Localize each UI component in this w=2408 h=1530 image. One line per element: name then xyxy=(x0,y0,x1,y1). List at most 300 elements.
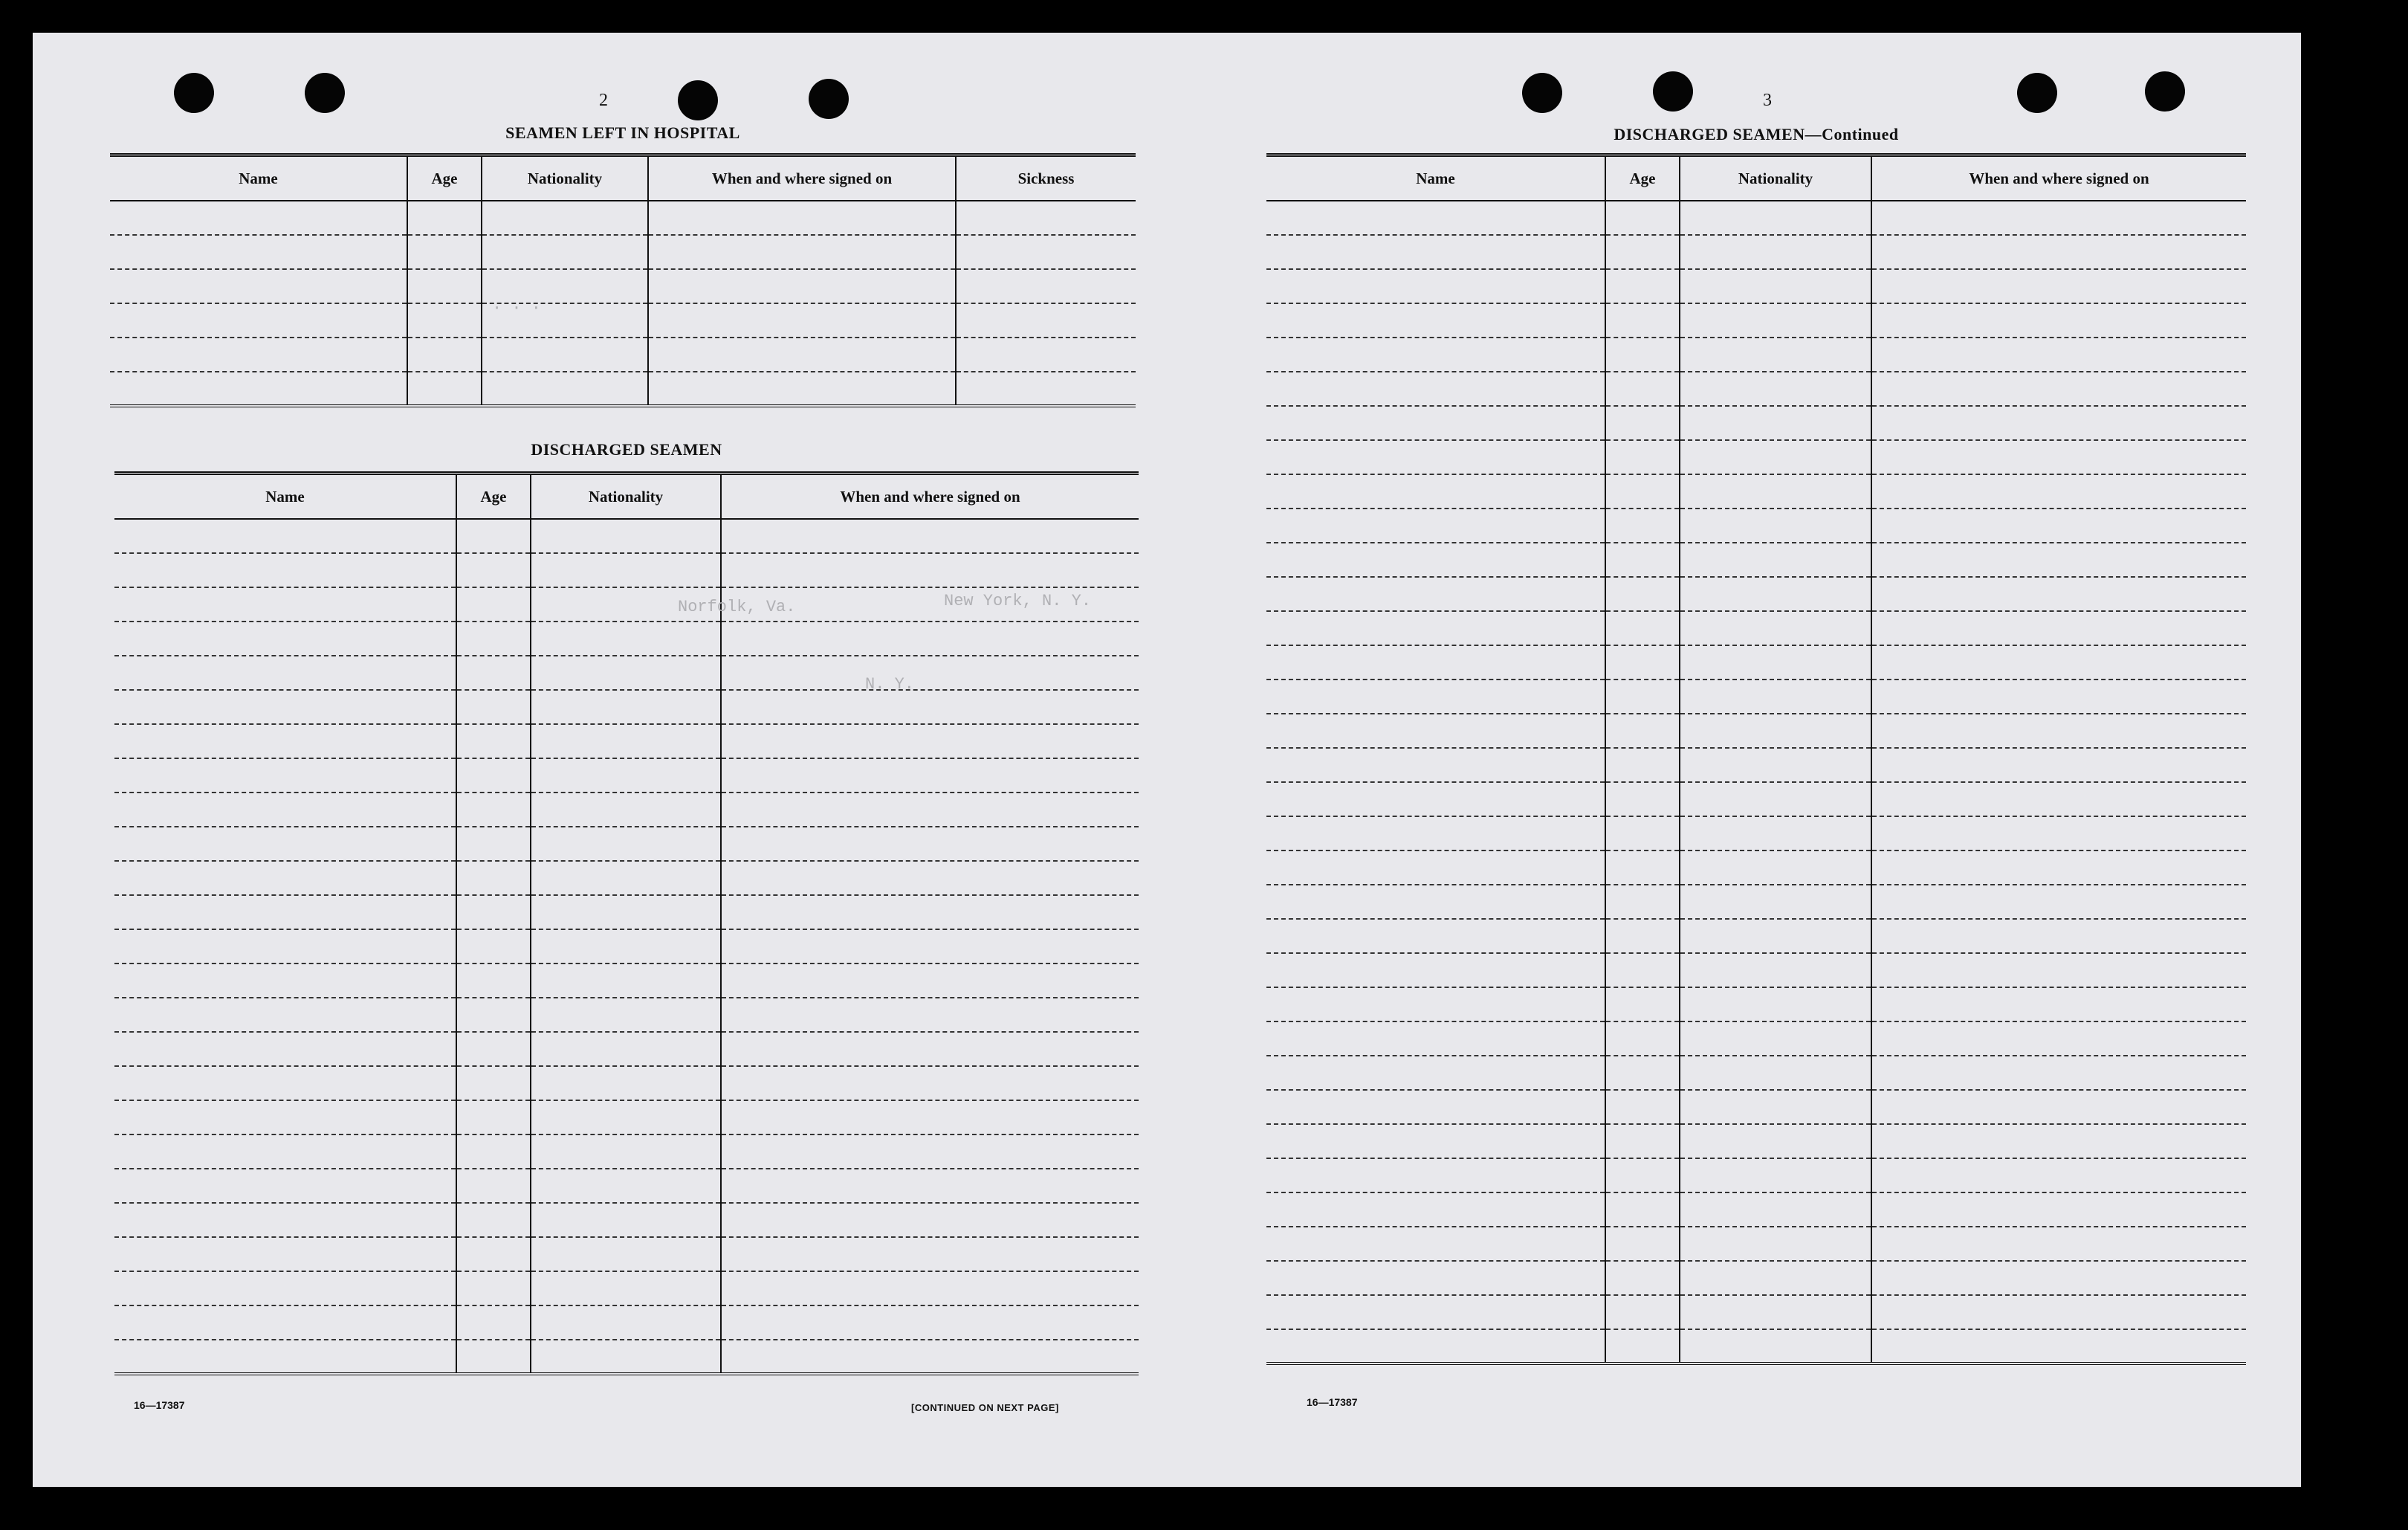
blank-cell xyxy=(1680,611,1871,645)
discharged-section-title: DISCHARGED SEAMEN xyxy=(531,440,722,459)
blank-cell xyxy=(1871,303,2246,338)
blank-cell xyxy=(407,338,482,372)
blank-cell xyxy=(1871,440,2246,474)
table-header-row xyxy=(1266,155,2246,201)
column-header: Name xyxy=(110,155,407,201)
blank-cell xyxy=(114,1032,456,1066)
blank-cell xyxy=(407,201,482,235)
table-row xyxy=(1266,1158,2246,1192)
table-row xyxy=(1266,235,2246,269)
blank-cell xyxy=(721,1203,1139,1237)
blank-cell xyxy=(114,1134,456,1169)
blank-cell xyxy=(956,235,1136,269)
blank-cell xyxy=(721,1066,1139,1100)
blank-cell xyxy=(114,1203,456,1237)
blank-cell xyxy=(721,1237,1139,1271)
table-row xyxy=(114,963,1139,998)
column-header: When and where signed on xyxy=(721,474,1139,520)
blank-cell xyxy=(531,1271,721,1305)
blank-cell xyxy=(1266,1329,1605,1363)
table-row xyxy=(110,269,1136,303)
blank-cell xyxy=(1680,474,1871,509)
blank-cell xyxy=(531,519,721,553)
blank-cell xyxy=(1605,1158,1680,1192)
table-row xyxy=(1266,1295,2246,1329)
blank-cell xyxy=(721,1100,1139,1134)
blank-cell xyxy=(1680,1192,1871,1227)
blank-cell xyxy=(1605,474,1680,509)
blank-cell xyxy=(1605,1329,1680,1363)
blank-cell xyxy=(114,622,456,656)
blank-cell xyxy=(1605,1056,1680,1090)
discharged-continued-title-main: DISCHARGED SEAMEN xyxy=(1614,125,1805,143)
blank-cell xyxy=(1871,474,2246,509)
blank-cell xyxy=(721,793,1139,827)
blank-cell xyxy=(456,1237,531,1271)
table-row xyxy=(114,861,1139,895)
blank-cell xyxy=(721,519,1139,553)
table-row xyxy=(1266,714,2246,748)
table-row xyxy=(114,1134,1139,1169)
table-row xyxy=(114,1271,1139,1305)
blank-cell xyxy=(456,1305,531,1340)
blank-cell xyxy=(114,1340,456,1374)
blank-cell xyxy=(1266,338,1605,372)
blank-cell xyxy=(1266,611,1605,645)
blank-cell xyxy=(1871,201,2246,235)
blank-cell xyxy=(1605,406,1680,440)
punch-hole xyxy=(1653,71,1693,112)
blank-cell xyxy=(1605,816,1680,850)
blank-cell xyxy=(114,895,456,929)
blank-cell xyxy=(1605,235,1680,269)
blank-cell xyxy=(1605,714,1680,748)
blank-cell xyxy=(1871,1227,2246,1261)
blank-cell xyxy=(114,519,456,553)
blank-cell xyxy=(721,1271,1139,1305)
blank-cell xyxy=(1871,680,2246,714)
blank-cell xyxy=(114,1305,456,1340)
table-row xyxy=(1266,816,2246,850)
blank-cell xyxy=(114,929,456,963)
blank-cell xyxy=(110,201,407,235)
blank-cell xyxy=(531,1100,721,1134)
blank-cell xyxy=(1871,850,2246,885)
blank-cell xyxy=(1605,1124,1680,1158)
blank-cell xyxy=(531,724,721,758)
blank-cell xyxy=(456,1271,531,1305)
blank-cell xyxy=(114,827,456,861)
blank-cell xyxy=(721,998,1139,1032)
blank-cell xyxy=(1605,748,1680,782)
table-row xyxy=(114,998,1139,1032)
blank-cell xyxy=(456,553,531,587)
blank-cell xyxy=(114,1169,456,1203)
blank-cell xyxy=(1605,1090,1680,1124)
blank-cell xyxy=(1871,577,2246,611)
blank-cell xyxy=(456,758,531,793)
table-row xyxy=(110,303,1136,338)
blank-cell xyxy=(531,1340,721,1374)
column-header: Name xyxy=(1266,155,1605,201)
blank-cell xyxy=(721,861,1139,895)
table-row xyxy=(1266,269,2246,303)
blank-cell xyxy=(956,372,1136,406)
blank-cell xyxy=(114,553,456,587)
table-row xyxy=(1266,919,2246,953)
blank-cell xyxy=(456,861,531,895)
table-row xyxy=(1266,782,2246,816)
blank-cell xyxy=(1680,201,1871,235)
blank-cell xyxy=(531,861,721,895)
blank-cell xyxy=(721,622,1139,656)
punch-hole xyxy=(174,73,214,113)
blank-cell xyxy=(1605,338,1680,372)
blank-cell xyxy=(721,827,1139,861)
blank-cell xyxy=(456,1032,531,1066)
blank-cell xyxy=(1680,714,1871,748)
blank-cell xyxy=(1266,987,1605,1021)
table-row xyxy=(114,690,1139,724)
blank-cell xyxy=(456,656,531,690)
blank-cell xyxy=(1266,577,1605,611)
blank-cell xyxy=(531,1169,721,1203)
blank-cell xyxy=(1871,1295,2246,1329)
blank-cell xyxy=(1605,885,1680,919)
blank-cell xyxy=(456,1340,531,1374)
table-row xyxy=(114,758,1139,793)
column-header: Age xyxy=(456,474,531,520)
table-row xyxy=(114,1066,1139,1100)
table-row xyxy=(1266,1090,2246,1124)
blank-cell xyxy=(1871,1124,2246,1158)
blank-cell xyxy=(1266,782,1605,816)
blank-cell xyxy=(1266,1056,1605,1090)
blank-cell xyxy=(1680,235,1871,269)
blank-cell xyxy=(456,827,531,861)
blank-cell xyxy=(1871,816,2246,850)
blank-cell xyxy=(1266,269,1605,303)
blank-cell xyxy=(1605,303,1680,338)
punch-hole xyxy=(1522,73,1562,113)
blank-cell xyxy=(1871,1158,2246,1192)
blank-cell xyxy=(1266,1090,1605,1124)
blank-cell xyxy=(1605,953,1680,987)
blank-cell xyxy=(114,793,456,827)
blank-cell xyxy=(407,372,482,406)
blank-cell xyxy=(114,998,456,1032)
continued-suffix: —Continued xyxy=(1805,125,1899,143)
blank-cell xyxy=(531,1237,721,1271)
blank-cell xyxy=(1680,1021,1871,1056)
column-header: Age xyxy=(1605,155,1680,201)
blank-cell xyxy=(456,587,531,622)
punch-hole xyxy=(2145,71,2185,112)
blank-cell xyxy=(1605,577,1680,611)
blank-cell xyxy=(1680,577,1871,611)
blank-cell xyxy=(1266,303,1605,338)
blank-cell xyxy=(1871,953,2246,987)
blank-cell xyxy=(114,1237,456,1271)
blank-cell xyxy=(1680,645,1871,680)
blank-cell xyxy=(531,1305,721,1340)
blank-cell xyxy=(456,895,531,929)
blank-cell xyxy=(1266,953,1605,987)
blank-cell xyxy=(1871,885,2246,919)
blank-cell xyxy=(1680,269,1871,303)
page-number: 3 xyxy=(1763,91,1772,110)
blank-cell xyxy=(456,1100,531,1134)
column-header: Nationality xyxy=(1680,155,1871,201)
blank-cell xyxy=(1680,440,1871,474)
table-row xyxy=(1266,953,2246,987)
blank-cell xyxy=(1680,1090,1871,1124)
blank-cell xyxy=(1680,1124,1871,1158)
blank-cell xyxy=(531,895,721,929)
blank-cell xyxy=(1680,850,1871,885)
blank-cell xyxy=(1680,509,1871,543)
table-row xyxy=(1266,1021,2246,1056)
blank-cell xyxy=(482,235,648,269)
table-row xyxy=(1266,1056,2246,1090)
blank-cell xyxy=(956,338,1136,372)
blank-cell xyxy=(1605,1261,1680,1295)
blank-cell xyxy=(1266,406,1605,440)
blank-cell xyxy=(456,998,531,1032)
table-row xyxy=(1266,372,2246,406)
table-row xyxy=(1266,987,2246,1021)
hospital-table xyxy=(110,153,1136,407)
blank-cell xyxy=(482,201,648,235)
blank-cell xyxy=(456,519,531,553)
table-row xyxy=(1266,748,2246,782)
column-header: When and where signed on xyxy=(648,155,956,201)
blank-cell xyxy=(531,1203,721,1237)
column-header: Nationality xyxy=(482,155,648,201)
blank-cell xyxy=(1680,816,1871,850)
table-row xyxy=(1266,201,2246,235)
blank-cell xyxy=(1680,987,1871,1021)
continued-note: [CONTINUED ON NEXT PAGE] xyxy=(911,1402,1059,1413)
bleed-through-text: · · · xyxy=(492,299,542,317)
blank-cell xyxy=(1871,782,2246,816)
column-header: Name xyxy=(114,474,456,520)
punch-hole xyxy=(678,80,718,120)
blank-cell xyxy=(531,998,721,1032)
table-row xyxy=(110,201,1136,235)
blank-cell xyxy=(1266,680,1605,714)
table-row xyxy=(114,793,1139,827)
blank-cell xyxy=(1605,201,1680,235)
blank-cell xyxy=(956,201,1136,235)
blank-cell xyxy=(1871,235,2246,269)
blank-cell xyxy=(531,1134,721,1169)
blank-cell xyxy=(721,1305,1139,1340)
blank-cell xyxy=(456,690,531,724)
blank-cell xyxy=(648,338,956,372)
blank-cell xyxy=(648,372,956,406)
blank-cell xyxy=(1266,1295,1605,1329)
table-row xyxy=(114,1032,1139,1066)
table-row xyxy=(114,519,1139,553)
blank-cell xyxy=(110,269,407,303)
scanned-form-sheet xyxy=(33,33,2301,1487)
blank-cell xyxy=(1871,509,2246,543)
table-row xyxy=(110,372,1136,406)
table-row xyxy=(114,1237,1139,1271)
blank-cell xyxy=(1605,782,1680,816)
blank-cell xyxy=(648,201,956,235)
blank-cell xyxy=(1680,1295,1871,1329)
blank-cell xyxy=(114,724,456,758)
blank-cell xyxy=(1680,338,1871,372)
table-row xyxy=(1266,645,2246,680)
blank-cell xyxy=(1266,543,1605,577)
blank-cell xyxy=(1871,645,2246,680)
blank-cell xyxy=(531,1066,721,1100)
table-row xyxy=(114,1100,1139,1134)
blank-cell xyxy=(110,338,407,372)
blank-cell xyxy=(1871,543,2246,577)
punch-hole xyxy=(2017,73,2057,113)
punch-hole xyxy=(809,79,849,119)
blank-cell xyxy=(1266,440,1605,474)
blank-cell xyxy=(1871,1056,2246,1090)
table-row xyxy=(114,1203,1139,1237)
blank-cell xyxy=(1871,1090,2246,1124)
blank-cell xyxy=(1605,1295,1680,1329)
blank-cell xyxy=(1680,372,1871,406)
blank-cell xyxy=(1266,1227,1605,1261)
blank-cell xyxy=(1871,1261,2246,1295)
table-row xyxy=(1266,577,2246,611)
blank-cell xyxy=(1680,748,1871,782)
form-number: 16—17387 xyxy=(1307,1396,1358,1408)
blank-cell xyxy=(531,656,721,690)
blank-cell xyxy=(114,690,456,724)
blank-cell xyxy=(1680,1056,1871,1090)
blank-cell xyxy=(114,1066,456,1100)
blank-cell xyxy=(1266,816,1605,850)
blank-cell xyxy=(721,724,1139,758)
blank-cell xyxy=(482,338,648,372)
blank-cell xyxy=(531,758,721,793)
blank-cell xyxy=(1266,1158,1605,1192)
table-row xyxy=(1266,680,2246,714)
blank-cell xyxy=(456,963,531,998)
blank-cell xyxy=(1871,611,2246,645)
blank-cell xyxy=(1680,1158,1871,1192)
blank-cell xyxy=(114,758,456,793)
form-number: 16—17387 xyxy=(134,1399,185,1411)
bleed-through-text: Norfolk, Va. xyxy=(678,598,796,616)
blank-cell xyxy=(1680,680,1871,714)
discharged-continued-title xyxy=(1266,125,2246,144)
blank-cell xyxy=(721,656,1139,690)
table-row xyxy=(1266,1329,2246,1363)
table-row xyxy=(1266,440,2246,474)
blank-cell xyxy=(1871,748,2246,782)
blank-cell xyxy=(1266,1124,1605,1158)
table-row xyxy=(114,724,1139,758)
blank-cell xyxy=(1266,201,1605,235)
blank-cell xyxy=(956,269,1136,303)
blank-cell xyxy=(1605,987,1680,1021)
blank-cell xyxy=(531,622,721,656)
blank-cell xyxy=(648,303,956,338)
blank-cell xyxy=(1266,1192,1605,1227)
table-row xyxy=(1266,303,2246,338)
blank-cell xyxy=(1605,509,1680,543)
table-row xyxy=(114,1305,1139,1340)
column-header: Age xyxy=(407,155,482,201)
blank-cell xyxy=(1605,680,1680,714)
blank-cell xyxy=(1605,543,1680,577)
blank-cell xyxy=(1871,1329,2246,1363)
blank-cell xyxy=(531,1032,721,1066)
blank-cell xyxy=(110,372,407,406)
bleed-through-text: N. Y. xyxy=(865,675,915,694)
blank-cell xyxy=(114,1100,456,1134)
blank-cell xyxy=(1680,953,1871,987)
blank-cell xyxy=(1266,919,1605,953)
table-row xyxy=(1266,406,2246,440)
table-row xyxy=(1266,543,2246,577)
blank-cell xyxy=(721,690,1139,724)
blank-cell xyxy=(1605,850,1680,885)
table-row xyxy=(114,553,1139,587)
blank-cell xyxy=(1605,372,1680,406)
blank-cell xyxy=(1680,1329,1871,1363)
right-page xyxy=(1192,33,2301,1487)
blank-cell xyxy=(721,963,1139,998)
blank-cell xyxy=(721,553,1139,587)
table-row xyxy=(1266,611,2246,645)
blank-cell xyxy=(721,1032,1139,1066)
blank-cell xyxy=(1680,782,1871,816)
blank-cell xyxy=(1680,919,1871,953)
blank-cell xyxy=(1680,1261,1871,1295)
blank-cell xyxy=(1871,372,2246,406)
blank-cell xyxy=(1871,1192,2246,1227)
table-header-row xyxy=(114,474,1139,520)
table-row xyxy=(1266,850,2246,885)
blank-cell xyxy=(721,1134,1139,1169)
blank-cell xyxy=(721,758,1139,793)
table-row xyxy=(110,338,1136,372)
table-row xyxy=(1266,1124,2246,1158)
blank-cell xyxy=(721,1340,1139,1374)
blank-cell xyxy=(110,235,407,269)
blank-cell xyxy=(407,235,482,269)
blank-cell xyxy=(456,1169,531,1203)
column-header: Sickness xyxy=(956,155,1136,201)
blank-cell xyxy=(1871,714,2246,748)
column-header: Nationality xyxy=(531,474,721,520)
blank-cell xyxy=(456,724,531,758)
table-row xyxy=(1266,338,2246,372)
blank-cell xyxy=(456,622,531,656)
blank-cell xyxy=(456,929,531,963)
blank-cell xyxy=(531,793,721,827)
blank-cell xyxy=(531,827,721,861)
blank-cell xyxy=(1871,269,2246,303)
blank-cell xyxy=(1871,1021,2246,1056)
blank-cell xyxy=(1605,611,1680,645)
hospital-section-title: SEAMEN LEFT IN HOSPITAL xyxy=(505,123,740,142)
blank-cell xyxy=(114,861,456,895)
blank-cell xyxy=(1605,440,1680,474)
